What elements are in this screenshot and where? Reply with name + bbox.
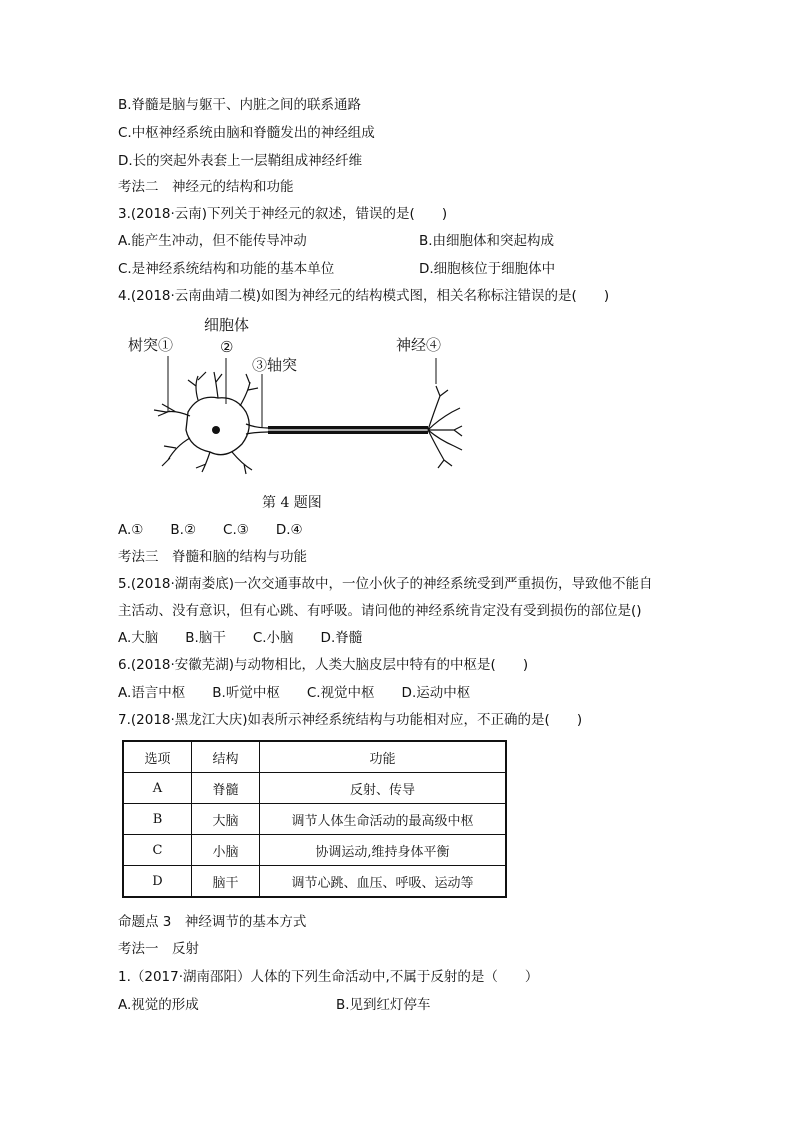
table-cell: 调节人体生命活动的最高级中枢 <box>260 804 507 835</box>
topic-heading: 命题点 3 神经调节的基本方式 <box>118 914 307 930</box>
table-row <box>123 835 506 866</box>
figure-caption: 第 4 题图 <box>262 495 322 511</box>
table-header-row <box>123 741 506 773</box>
question-6: 6.(2018·安徽芜湖)与动物相比，人类大脑皮层中特有的中枢是( ) <box>118 657 529 673</box>
table-header-cell: 结构 <box>192 741 260 773</box>
table-cell: 小脑 <box>192 835 260 866</box>
label-cell-body: 细胞体 <box>204 316 250 334</box>
question-1: 1.（2017·湖南邵阳）人体的下列生命活动中,不属于反射的是（ ） <box>118 969 539 985</box>
table-cell: 脑干 <box>192 866 260 898</box>
question-4: 4.(2018·云南曲靖二模)如图为神经元的结构模式图，相关名称标注错误的是( ) <box>118 288 610 304</box>
question-7: 7.(2018·黑龙江大庆)如表所示神经系统结构与功能相对应，不正确的是( ) <box>118 712 583 728</box>
table-header-cell: 选项 <box>123 741 192 773</box>
table-cell: 调节心跳、血压、呼吸、运动等 <box>260 866 507 898</box>
q6-options: A.语言中枢 B.听觉中枢 C.视觉中枢 D.运动中枢 <box>118 685 471 701</box>
table-cell: A <box>123 773 192 804</box>
q4-options: A.① B.② C.③ D.④ <box>118 522 303 538</box>
table-header-cell: 功能 <box>260 741 507 773</box>
section-heading: 考法三 脊髓和脑的结构与功能 <box>118 549 307 565</box>
table-cell: 反射、传导 <box>260 773 507 804</box>
section-heading: 考法一 反射 <box>118 941 199 957</box>
table-row <box>123 804 506 835</box>
q3-option-b: B.由细胞体和突起构成 <box>419 233 555 249</box>
label-2: ② <box>220 338 234 356</box>
question-3: 3.(2018·云南)下列关于神经元的叙述，错误的是( ) <box>118 206 448 222</box>
table-cell: 协调运动,维持身体平衡 <box>260 835 507 866</box>
label-axon: ③轴突 <box>252 356 298 374</box>
question-5-line1: 5.(2018·湖南娄底)一次交通事故中，一位小伙子的神经系统受到严重损伤，导致他不能自 <box>118 576 653 592</box>
q5-options: A.大脑 B.脑干 C.小脑 D.脊髓 <box>118 630 363 646</box>
q1-option-a: A.视觉的形成 <box>118 997 199 1013</box>
label-dendrite: 树突① <box>128 336 174 354</box>
q3-option-d: D.细胞核位于细胞体中 <box>419 261 556 277</box>
table-row <box>123 773 506 804</box>
table-cell: D <box>123 866 192 898</box>
table-cell: C <box>123 835 192 866</box>
option-c-text: C.中枢神经系统由脑和脊髓发出的神经组成 <box>118 125 375 141</box>
q3-option-a: A.能产生冲动，但不能传导冲动 <box>118 233 307 249</box>
q3-option-c: C.是神经系统结构和功能的基本单位 <box>118 261 335 277</box>
structure-function-table <box>122 740 507 898</box>
neuron-diagram <box>118 312 478 512</box>
q1-option-b: B.见到红灯停车 <box>336 997 431 1013</box>
table-cell: B <box>123 804 192 835</box>
label-nerve: 神经④ <box>396 336 442 354</box>
table-cell: 大脑 <box>192 804 260 835</box>
option-d-text: D.长的突起外表套上一层鞘组成神经纤维 <box>118 153 363 169</box>
table-row <box>123 866 506 898</box>
question-5-line2: 主活动、没有意识，但有心跳、有呼吸。请问他的神经系统肯定没有受到损伤的部位是() <box>118 603 642 619</box>
table-cell: 脊髓 <box>192 773 260 804</box>
option-b-text: B.脊髓是脑与躯干、内脏之间的联系通路 <box>118 97 362 113</box>
section-heading: 考法二 神经元的结构和功能 <box>118 179 294 195</box>
